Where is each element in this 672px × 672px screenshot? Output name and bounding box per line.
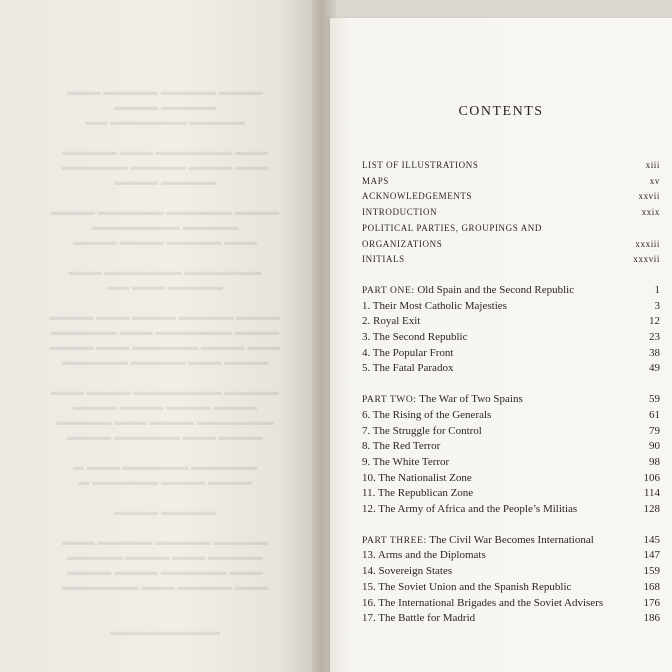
toc-entry-label: INITIALS <box>362 254 405 265</box>
front-matter-entry <box>362 236 660 252</box>
chapter-entry <box>362 360 660 376</box>
toc-entry-label <box>362 532 594 549</box>
front-matter-entry <box>362 204 660 220</box>
toc-entry-label: ACKNOWLEDGEMENTS <box>362 191 473 202</box>
toc-page-number: 90 <box>649 440 660 453</box>
toc-page-number: 79 <box>649 424 660 437</box>
chapter-entry <box>362 563 660 579</box>
toc-entry-label: 17. The Battle for Madrid <box>362 612 476 625</box>
part-name: PART ONE: <box>362 285 415 296</box>
toc-entry-label: POLITICAL PARTIES, GROUPINGS AND <box>362 222 543 233</box>
show-through-text: ▬▬▬ ▬▬▬▬▬ ▬▬▬▬▬ ▬▬▬▬ ▬▬▬▬ ▬▬▬▬▬ ▬▬ ▬▬▬▬▬▬▬ ▬▬▬▬▬ ▬▬▬▬▬ ▬▬▬ ▬▬▬▬▬▬▬ ▬▬▬ ▬▬▬▬▬▬ ▬▬▬▬▬ ▬▬▬▬ ▬▬▬ ▬▬▬▬ ▬▬▬▬▬ ▬▬▬▬ ▬▬▬▬▬▬ ▬▬▬▬▬▬ ▬▬▬▬ ▬▬▬▬▬▬▬▬ ▬▬▬▬▬ ▬▬▬▬ ▬▬▬▬ ▬▬▬▬▬ ▬▬▬ ▬▬▬ ▬▬▬▬▬▬▬ ▬▬▬▬▬▬▬ ▬▬ ▬▬▬ ▬▬▬▬▬ ▬▬▬▬ ▬▬▬ ▬▬▬▬ ▬▬▬▬▬ ▬▬▬▬ ▬▬▬▬▬▬ ▬▬▬ ▬▬▬▬▬▬▬ ▬▬▬▬ ▬▬▬▬ ▬▬▬ ▬▬▬▬▬▬ ▬▬▬▬ ▬▬▬ ▬▬▬▬▬▬ ▬▬▬▬▬ ▬▬▬ ▬▬▬▬ ▬▬▬ ▬▬▬▬ ▬▬▬▬▬▬▬▬ ▬▬▬▬▬ ▬▬▬▬ ▬▬▬▬ ▬▬▬▬ ▬▬▬▬ ▬▬▬▬▬ ▬▬▬ ▬▬▬▬ ▬▬▬▬▬▬▬ ▬▬▬▬ ▬▬▬▬▬▬ ▬▬▬ ▬▬▬▬ ▬ ▬▬▬ ▬▬▬▬▬▬ ▬▬▬▬▬▬ ▬ ▬▬▬▬▬▬ ▬▬▬▬ ▬▬▬▬ ▬▬▬▬ ▬▬▬▬▬ ▬▬▬ ▬▬▬▬▬ ▬▬▬▬▬ ▬▬▬▬▬ ▬▬▬▬▬ ▬▬▬▬ ▬▬▬ ▬▬▬▬▬ ▬▬▬▬ ▬▬▬▬ ▬▬▬▬▬▬ ▬▬▬ ▬▬▬▬▬▬▬ ▬▬▬ ▬▬▬▬▬ ▬▬▬ ▬▬▬▬▬▬▬▬▬▬ <box>49 86 281 638</box>
toc-page-number: 1 <box>654 283 660 296</box>
chapter-entry <box>362 345 660 361</box>
toc-page-number: xiii <box>645 160 660 170</box>
part-name: PART THREE: <box>362 535 427 546</box>
toc-page-number: xxxvii <box>633 254 660 265</box>
toc-page-number: 168 <box>643 580 660 593</box>
toc-entry-label: 5. The Fatal Paradox <box>362 362 454 375</box>
chapter-entry <box>362 329 660 345</box>
toc-page-number: 3 <box>654 299 660 312</box>
toc-page-number: 159 <box>643 565 660 578</box>
left-page <box>0 0 318 672</box>
chapter-entry <box>362 298 660 314</box>
toc-entry-label: 13. Arms and the Diplomats <box>362 549 486 562</box>
toc-entry-label: INTRODUCTION <box>362 207 438 218</box>
toc-page-number: 147 <box>643 549 660 562</box>
part-title: The War of Two Spains <box>419 393 523 406</box>
toc-entry-label: 15. The Soviet Union and the Spanish Republic <box>362 580 572 593</box>
chapter-entry <box>362 438 660 454</box>
front-matter-entry <box>362 220 660 236</box>
table-of-contents <box>330 0 672 672</box>
chapter-entry <box>362 407 660 423</box>
toc-page-number: xv <box>649 175 660 186</box>
toc-entry-label: 12. The Army of Africa and the People’s Militias <box>362 503 578 515</box>
part-heading <box>362 391 660 407</box>
toc-page-number: xxix <box>641 207 660 218</box>
part-title: Old Spain and the Second Republic <box>417 283 575 296</box>
toc-entry-label: 10. The Nationalist Zone <box>362 471 472 484</box>
front-matter-entry <box>362 173 660 189</box>
chapter-entry <box>362 579 660 595</box>
chapter-entry <box>362 595 660 611</box>
chapter-entry <box>362 547 660 563</box>
toc-page-number: 61 <box>649 408 660 421</box>
toc-entry-label: ORGANIZATIONS <box>362 238 443 249</box>
toc-entry-label: 8. The Red Terror <box>362 440 441 453</box>
part-title: The Civil War Becomes International <box>429 533 594 546</box>
chapter-entry <box>362 610 660 626</box>
chapter-entry <box>362 423 660 439</box>
front-matter-entry <box>362 188 660 204</box>
toc-page-number: 98 <box>649 455 660 468</box>
toc-entry-label <box>362 391 523 408</box>
toc-page-number: 106 <box>643 471 660 484</box>
part-heading <box>362 532 660 548</box>
toc-page-number: 23 <box>649 331 660 343</box>
toc-page-number: 176 <box>643 596 660 609</box>
toc-page-number: 12 <box>649 315 660 328</box>
contents-heading: CONTENTS <box>458 104 544 119</box>
toc-entry-label: LIST OF ILLUSTRATIONS <box>362 160 479 170</box>
chapter-entry <box>362 485 660 501</box>
chapter-entry <box>362 454 660 470</box>
chapter-entry <box>362 313 660 329</box>
toc-entry-label: 2. Royal Exit <box>362 315 421 328</box>
toc-entry-label: 9. The White Terror <box>362 455 450 468</box>
toc-page-number: 114 <box>643 487 660 500</box>
front-matter-entry <box>362 251 660 267</box>
toc-page-number: xxvii <box>638 191 660 202</box>
toc-entry-label: MAPS <box>362 175 389 186</box>
part-name: PART TWO: <box>362 395 417 406</box>
toc-entry-label: 6. The Rising of the Generals <box>362 408 492 421</box>
toc-page-number: 38 <box>649 346 660 359</box>
toc-entry-label: 7. The Struggle for Control <box>362 424 482 437</box>
toc-entry-label: 1. Their Most Catholic Majesties <box>362 299 507 312</box>
toc-entry-label: 14. Sovereign States <box>362 565 453 578</box>
toc-page-number: xxxiii <box>635 238 660 249</box>
toc-page-number: 128 <box>643 503 660 515</box>
toc-page-number: 59 <box>649 393 660 406</box>
chapter-entry <box>362 501 660 517</box>
chapter-entry <box>362 470 660 486</box>
toc-entry-label <box>362 282 574 299</box>
toc-page-number: 186 <box>643 612 660 625</box>
toc-page-number: 49 <box>649 362 660 375</box>
toc-entry-label: 4. The Popular Front <box>362 346 454 359</box>
front-matter-entry <box>362 157 660 173</box>
part-heading <box>362 282 660 298</box>
toc-page-number: 145 <box>643 533 660 546</box>
toc-entry-label: 3. The Second Republic <box>362 331 468 343</box>
toc-entry-label: 16. The International Brigades and the Soviet Advisers <box>362 596 604 609</box>
toc-entry-label: 11. The Republican Zone <box>362 487 474 500</box>
